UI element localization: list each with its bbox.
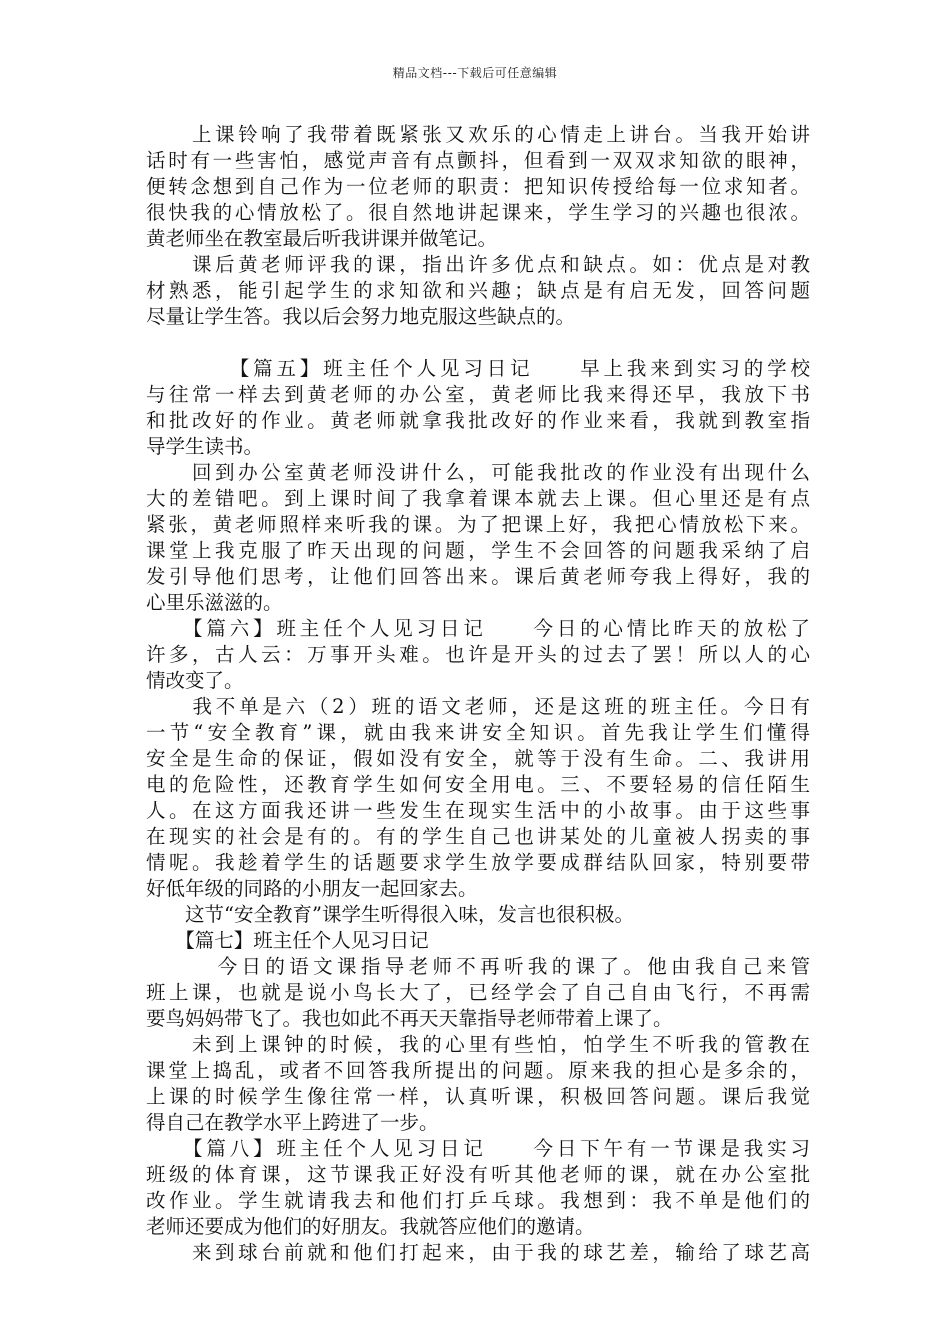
text-line: 班上课，也就是说小鸟长大了，已经学会了自己自由飞行，不再需 xyxy=(146,981,810,1004)
text-line: 电的危险性，还教育学生如何安全用电。三、不要轻易的信任陌生 xyxy=(146,773,810,796)
text-line: 发引导他们思考，让他们回答出来。课后黄老师夸我上得好，我的 xyxy=(146,565,810,588)
text-line: 大的差错吧。到上课时间了我拿着课本就去上课。但心里还是有点 xyxy=(146,487,810,510)
text-line: 尽量让学生答。我以后会努力地克服这些缺点的。 xyxy=(146,305,576,328)
text-line: 回到办公室黄老师没讲什么，可能我批改的作业没有出现什么 xyxy=(146,461,810,484)
text-line: 便转念想到自己作为一位老师的职责：把知识传授给每一位求知者。 xyxy=(146,175,810,198)
text-line: 【篇八】班主任个人见习日记 今日下午有一节课是我实习 xyxy=(146,1137,810,1160)
text-line: 好低年级的同路的小朋友一起回家去。 xyxy=(146,877,478,900)
text-line: 【篇七】班主任个人见习日记 xyxy=(146,929,429,952)
document-body xyxy=(146,122,810,1266)
text-line: 课堂上我克服了昨天出现的问题，学生不会回答的问题我采纳了启 xyxy=(146,539,810,562)
text-line: 话时有一些害怕，感觉声音有点颤抖，但看到一双双求知欲的眼神， xyxy=(146,149,810,172)
text-line: 得自己在教学水平上跨进了一步。 xyxy=(146,1111,439,1134)
text-line: 人。在这方面我还讲一些发生在现实生活中的小故事。由于这些事 xyxy=(146,799,810,822)
text-line: 上课铃响了我带着既紧张又欢乐的心情走上讲台。当我开始讲 xyxy=(146,123,810,146)
text-line: 材熟悉，能引起学生的求知欲和兴趣；缺点是有启无发，回答问题 xyxy=(146,279,810,302)
text-line: 一节“安全教育”课，就由我来讲安全知识。首先我让学生们懂得 xyxy=(146,721,810,744)
text-line: 在现实的社会是有的。有的学生自己也讲某处的儿童被人拐卖的事 xyxy=(146,825,810,848)
blank-line xyxy=(146,330,810,356)
text-line: 许多，古人云：万事开头难。也许是开头的过去了罢！所以人的心 xyxy=(146,643,810,666)
text-line: 黄老师坐在教室最后听我讲课并做笔记。 xyxy=(146,227,498,250)
text-line: 【篇五】班主任个人见习日记 早上我来到实习的学校 xyxy=(146,357,810,380)
text-line: 今日的语文课指导老师不再听我的课了。他由我自己来管 xyxy=(146,955,810,978)
text-line: 情改变了。 xyxy=(146,669,244,692)
text-line: 很快我的心情放松了。很自然地讲起课来，学生学习的兴趣也很浓。 xyxy=(146,201,810,224)
text-line: 情呢。我趁着学生的话题要求学生放学要成群结队回家，特别要带 xyxy=(146,851,810,874)
text-line: 改作业。学生就请我去和他们打乒乓球。我想到：我不单是他们的 xyxy=(146,1189,810,1212)
text-line: 紧张，黄老师照样来听我的课。为了把课上好，我把心情放松下来。 xyxy=(146,513,810,536)
text-line: 来到球台前就和他们打起来，由于我的球艺差，输给了球艺高 xyxy=(146,1241,810,1264)
text-line: 要鸟妈妈带飞了。我也如此不再天天靠指导老师带着上课了。 xyxy=(146,1007,673,1030)
text-line: 我不单是六（2）班的语文老师，还是这班的班主任。今日有 xyxy=(146,695,810,718)
text-line: 与往常一样去到黄老师的办公室，黄老师比我来得还早，我放下书 xyxy=(146,383,810,406)
text-line: 课后黄老师评我的课，指出许多优点和缺点。如：优点是对教 xyxy=(146,253,810,276)
text-line: 【篇六】班主任个人见习日记 今日的心情比昨天的放松了 xyxy=(146,617,810,640)
text-line: 心里乐滋滋的。 xyxy=(146,591,283,614)
text-line: 安全是生命的保证，假如没有安全，就等于没有生命。二、我讲用 xyxy=(146,747,810,770)
text-line: 班级的体育课，这节课我正好没有听其他老师的课，就在办公室批 xyxy=(146,1163,810,1186)
text-line: 和批改好的作业。黄老师就拿我批改好的作业来看，我就到教室指 xyxy=(146,409,810,432)
page-header: 精品文档---下载后可任意编辑 xyxy=(392,66,558,80)
text-line: 这节“安全教育”课学生听得很入味，发言也很积极。 xyxy=(146,903,634,926)
text-line: 老师还要成为他们的好朋友。我就答应他们的邀请。 xyxy=(146,1215,595,1238)
text-line: 上课的时候学生像往常一样，认真听课，积极回答问题。课后我觉 xyxy=(146,1085,810,1108)
text-line: 导学生读书。 xyxy=(146,435,264,458)
text-line: 未到上课钟的时候，我的心里有些怕，怕学生不听我的管教在 xyxy=(146,1033,810,1056)
text-line: 课堂上捣乱，或者不回答我所提出的问题。原来我的担心是多余的， xyxy=(146,1059,810,1082)
